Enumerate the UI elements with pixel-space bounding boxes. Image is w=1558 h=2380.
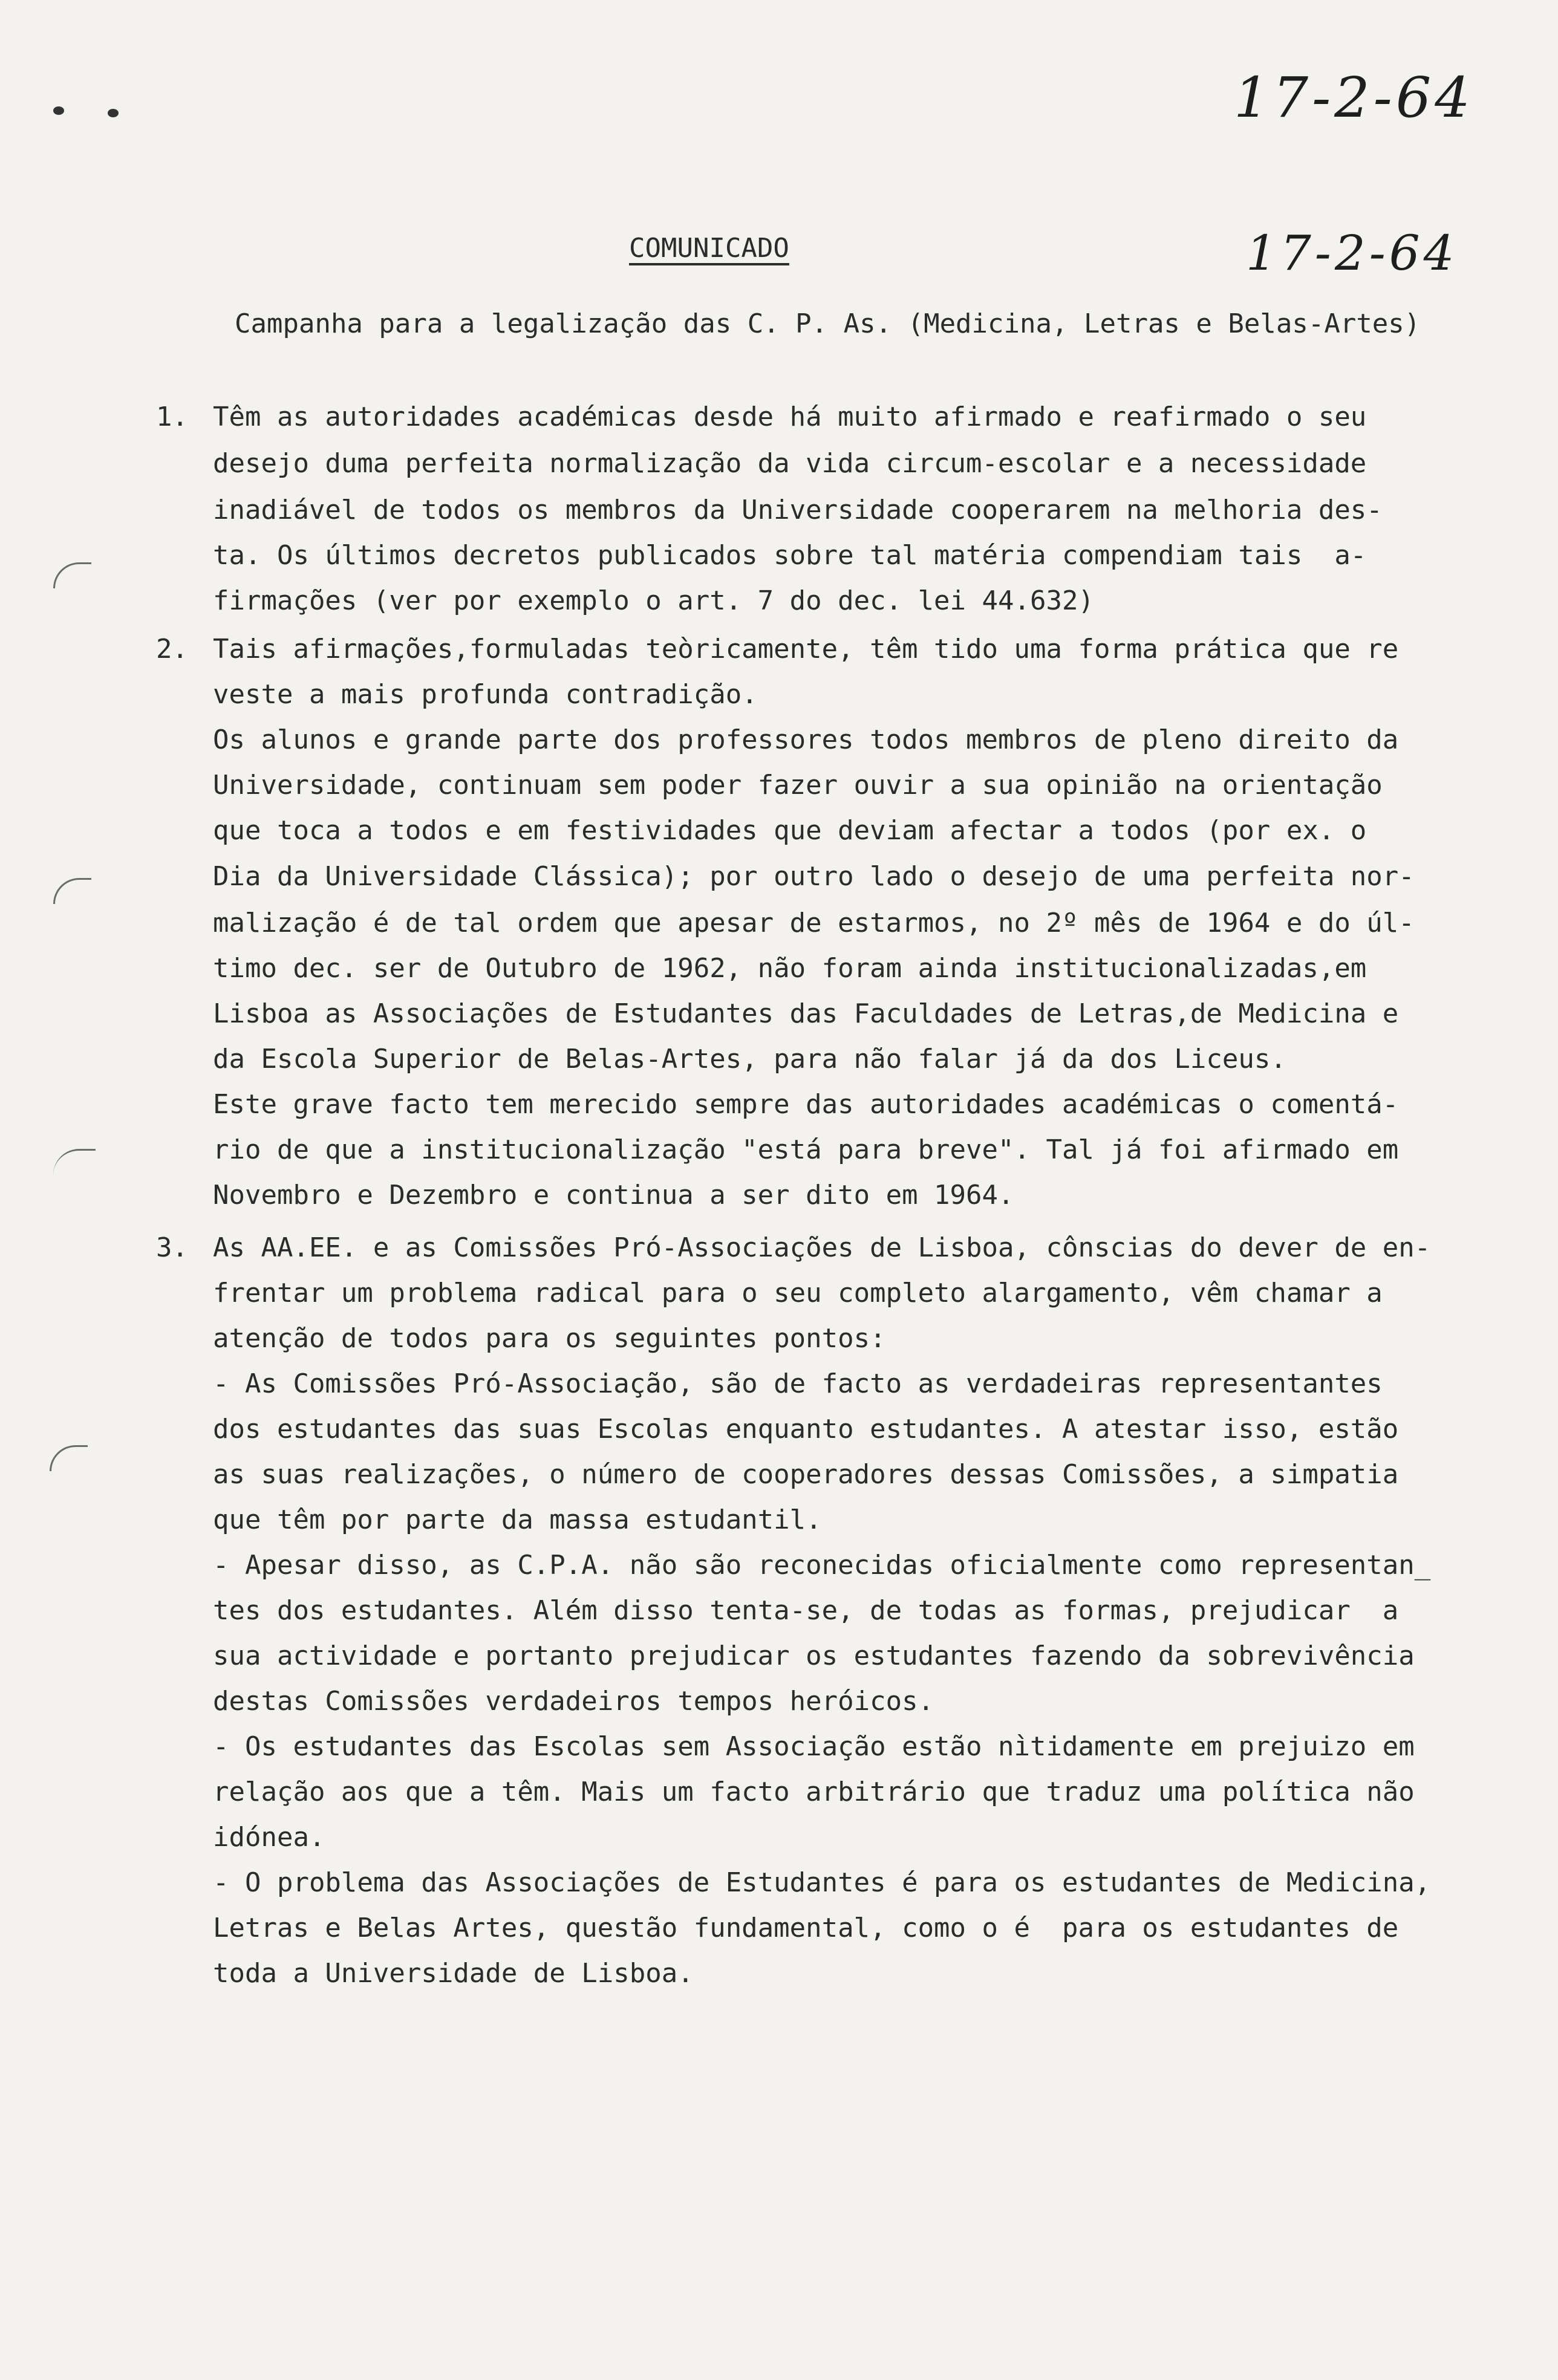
text-line: toda a Universidade de Lisboa. (213, 1958, 694, 1989)
text-line: firmações (ver por exemplo o art. 7 do dec. lei 44.632) (213, 585, 1094, 616)
text-line: idónea. (213, 1822, 325, 1853)
punch-hole-mark (50, 1445, 88, 1471)
punch-hole-mark (53, 878, 91, 904)
handwritten-date-title: 17-2-64 (1246, 225, 1458, 281)
text-line: Novembro e Dezembro e continua a ser dito em 1964. (213, 1180, 1014, 1211)
item-number: 1. (156, 402, 188, 432)
text-line: Universidade, continuam sem poder fazer ouvir a sua opinião na orientação (213, 770, 1383, 801)
punch-hole-mark (53, 562, 91, 588)
text-line: da Escola Superior de Belas-Artes, para não falar já da dos Liceus. (213, 1044, 1286, 1075)
document-title: COMUNICADO (629, 233, 789, 264)
text-line: tes dos estudantes. Além disso tenta-se, de todas as formas, prejudicar a (213, 1595, 1399, 1626)
text-line: relação aos que a têm. Mais um facto arbitrário que traduz uma política não (213, 1777, 1415, 1807)
handwritten-date-top: 17-2-64 (1234, 65, 1474, 130)
punch-hole-mark (53, 1149, 96, 1175)
text-line: Dia da Universidade Clássica); por outro lado o desejo de uma perfeita nor- (213, 861, 1415, 892)
text-line: - O problema das Associações de Estudantes é para os estudantes de Medicina, (213, 1867, 1431, 1898)
text-line: - Apesar disso, as C.P.A. não são reconecidas oficialmente como representan_ (213, 1550, 1431, 1581)
document-subtitle: Campanha para a legalização das C. P. As. (Medicina, Letras e Belas-Artes) (235, 308, 1421, 339)
item-number: 3. (156, 1232, 188, 1263)
text-line: ta. Os últimos decretos publicados sobre tal matéria compendiam tais a- (213, 540, 1367, 571)
text-line: Tais afirmações,formuladas teòricamente, têm tido uma forma prática que re (213, 634, 1399, 665)
text-line: veste a mais profunda contradição. (213, 679, 758, 710)
text-line: - As Comissões Pró-Associação, são de facto as verdadeiras representantes (213, 1368, 1383, 1399)
text-line: Lisboa as Associações de Estudantes das Faculdades de Letras,de Medicina e (213, 998, 1399, 1029)
text-line: Os alunos e grande parte dos professores todos membros de pleno direito da (213, 724, 1399, 755)
text-line: que têm por parte da massa estudantil. (213, 1504, 822, 1535)
text-line: desejo duma perfeita normalização da vida circum-escolar e a necessidade (213, 448, 1367, 479)
text-line: malização é de tal ordem que apesar de estarmos, no 2º mês de 1964 e do úl- (213, 908, 1415, 938)
ink-mark-dot (108, 109, 119, 117)
text-line: inadiável de todos os membros da Universidade cooperarem na melhoria des- (213, 495, 1383, 525)
text-line: sua actividade e portanto prejudicar os estudantes fazendo da sobrevivência (213, 1640, 1415, 1671)
text-line: Têm as autoridades académicas desde há muito afirmado e reafirmado o seu (213, 402, 1367, 432)
text-line: frentar um problema radical para o seu completo alargamento, vêm chamar a (213, 1278, 1383, 1309)
text-line: Este grave facto tem merecido sempre das autoridades académicas o comentá- (213, 1089, 1399, 1120)
ink-mark-dot (53, 106, 64, 115)
text-line: Letras e Belas Artes, questão fundamental, como o é para os estudantes de (213, 1913, 1399, 1943)
text-line: que toca a todos e em festividades que deviam afectar a todos (por ex. o (213, 815, 1367, 846)
item-number: 2. (156, 634, 188, 665)
text-line: dos estudantes das suas Escolas enquanto estudantes. A atestar isso, estão (213, 1414, 1399, 1445)
text-line: atenção de todos para os seguintes pontos: (213, 1323, 886, 1354)
text-line: timo dec. ser de Outubro de 1962, não foram ainda institucionalizadas,em (213, 953, 1367, 984)
text-line: As AA.EE. e as Comissões Pró-Associações de Lisboa, cônscias do dever de en- (213, 1232, 1431, 1263)
text-line: as suas realizações, o número de cooperadores dessas Comissões, a simpatia (213, 1459, 1399, 1490)
text-line: rio de que a institucionalização "está para breve". Tal já foi afirmado em (213, 1134, 1399, 1165)
text-line: - Os estudantes das Escolas sem Associação estão nìtidamente em prejuizo em (213, 1731, 1415, 1762)
text-line: destas Comissões verdadeiros tempos heróicos. (213, 1686, 934, 1717)
